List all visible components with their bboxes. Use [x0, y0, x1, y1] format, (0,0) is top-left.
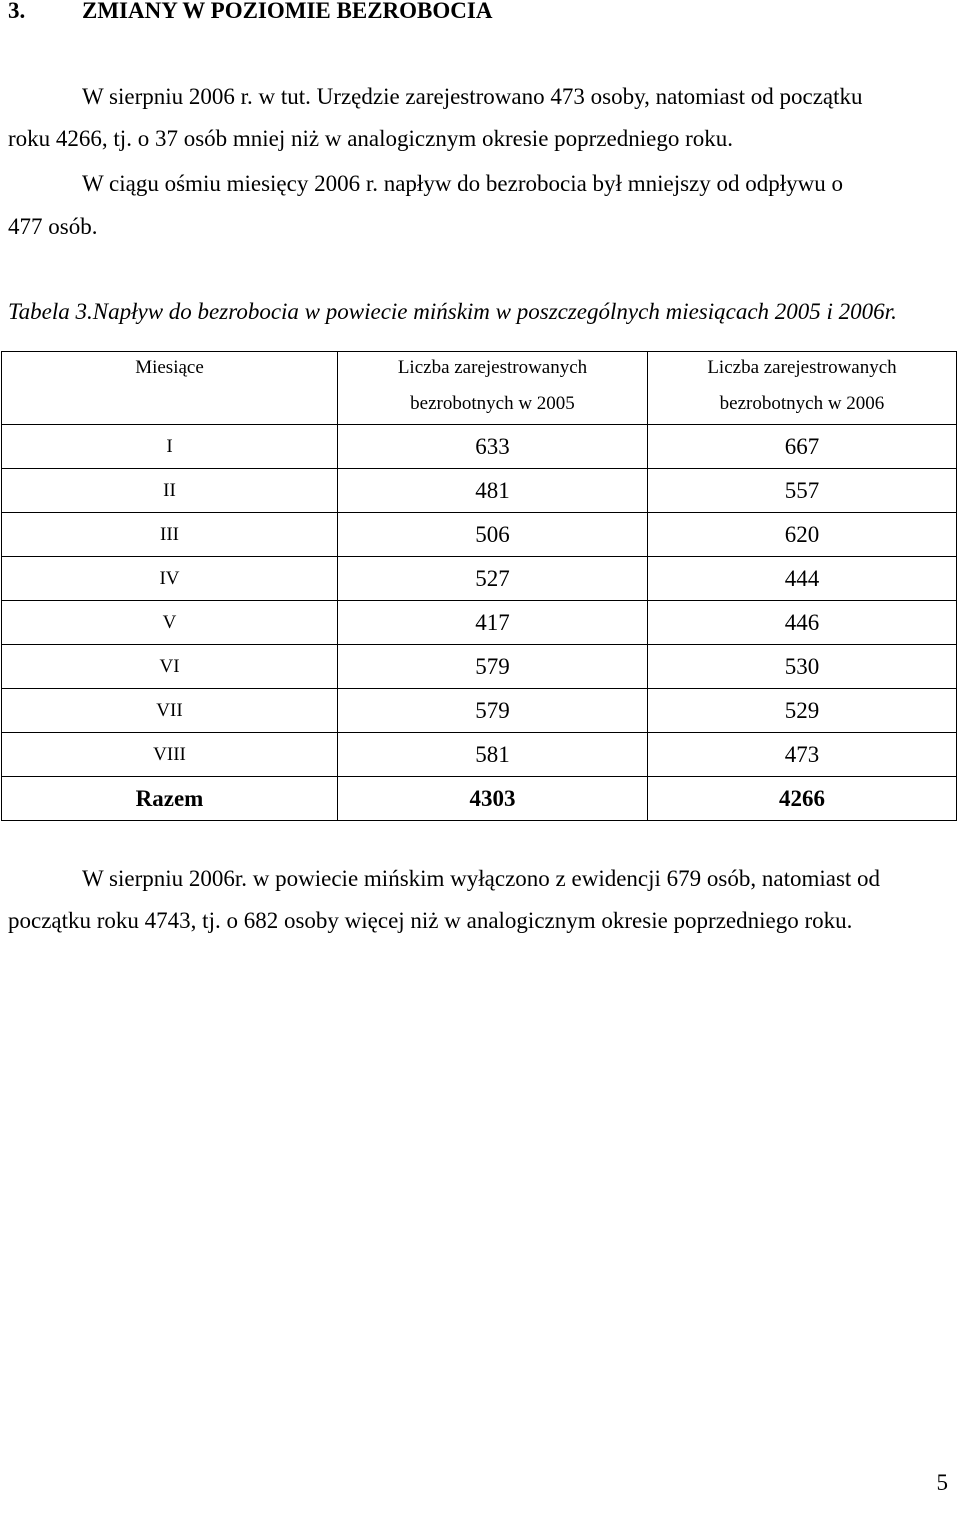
intro-line-1: W sierpniu 2006 r. w tut. Urzędzie zarejestrowano 473 osoby, natomiast od początku	[82, 84, 863, 109]
table-row	[2, 425, 957, 469]
intro-line-3: W ciągu ośmiu miesięcy 2006 r. napływ do bezrobocia był mniejszy od odpływu o	[82, 171, 843, 196]
month-cell: VII	[2, 689, 338, 733]
outro-line-2: początku roku 4743, tj. o 682 osoby więcej niż w analogicznym okresie poprzedniego roku.	[8, 908, 853, 933]
value-2005-cell: 417	[338, 601, 648, 645]
section-number: 3.	[8, 0, 26, 23]
value-2005-cell: 527	[338, 557, 648, 601]
value-2006-cell: 557	[648, 469, 957, 513]
header-2005-line-1: Liczba zarejestrowanych	[397, 357, 588, 378]
value-2006-cell: 530	[648, 645, 957, 689]
value-2005-cell: 481	[338, 469, 648, 513]
month-cell: V	[2, 601, 338, 645]
table-caption: Tabela 3.Napływ do bezrobocia w powiecie mińskim w poszczególnych miesiącach 2005 i 2006r.	[8, 299, 897, 324]
header-2005	[338, 352, 648, 425]
header-2005-line-2: bezrobotnych w 2005	[410, 393, 575, 414]
month-cell: I	[2, 425, 338, 469]
value-2005-cell: 579	[338, 689, 648, 733]
value-2006-cell: 667	[648, 425, 957, 469]
value-2005-cell: 633	[338, 425, 648, 469]
header-months	[2, 352, 338, 425]
value-2006-cell: 529	[648, 689, 957, 733]
section-title: ZMIANY W POZIOMIE BEZROBOCIA	[82, 0, 493, 23]
table-total-row	[2, 777, 957, 821]
table-row	[2, 513, 957, 557]
outro-line-1: W sierpniu 2006r. w powiecie mińskim wyłączono z ewidencji 679 osób, natomiast od	[82, 866, 881, 891]
value-2005-cell: 579	[338, 645, 648, 689]
value-2006-cell: 620	[648, 513, 957, 557]
table-row	[2, 689, 957, 733]
page-number: 5	[936, 1470, 948, 1495]
intro-line-4: 477 osób.	[8, 214, 98, 239]
header-2006	[648, 352, 957, 425]
month-cell: III	[2, 513, 338, 557]
month-cell: IV	[2, 557, 338, 601]
month-cell: II	[2, 469, 338, 513]
value-2005-cell: 581	[338, 733, 648, 777]
header-2006-line-2: bezrobotnych w 2006	[719, 393, 885, 414]
header-months-label: Miesiące	[135, 357, 204, 378]
total-label-cell: Razem	[2, 777, 338, 821]
month-cell: VI	[2, 645, 338, 689]
value-2006-cell: 444	[648, 557, 957, 601]
table-row	[2, 557, 957, 601]
intro-line-2: roku 4266, tj. o 37 osób mniej niż w analogicznym okresie poprzedniego roku.	[8, 126, 733, 151]
table-header-row	[2, 352, 957, 425]
table-row	[2, 469, 957, 513]
value-2006-cell: 473	[648, 733, 957, 777]
total-2006-cell: 4266	[648, 777, 957, 821]
unemployment-table	[1, 351, 957, 821]
table-row	[2, 645, 957, 689]
table-row	[2, 733, 957, 777]
value-2005-cell: 506	[338, 513, 648, 557]
table-row	[2, 601, 957, 645]
value-2006-cell: 446	[648, 601, 957, 645]
total-2005-cell: 4303	[338, 777, 648, 821]
month-cell: VIII	[2, 733, 338, 777]
header-months-label-2	[2, 386, 337, 424]
header-2006-line-1: Liczba zarejestrowanych	[707, 357, 897, 378]
section-heading	[8, 0, 492, 24]
